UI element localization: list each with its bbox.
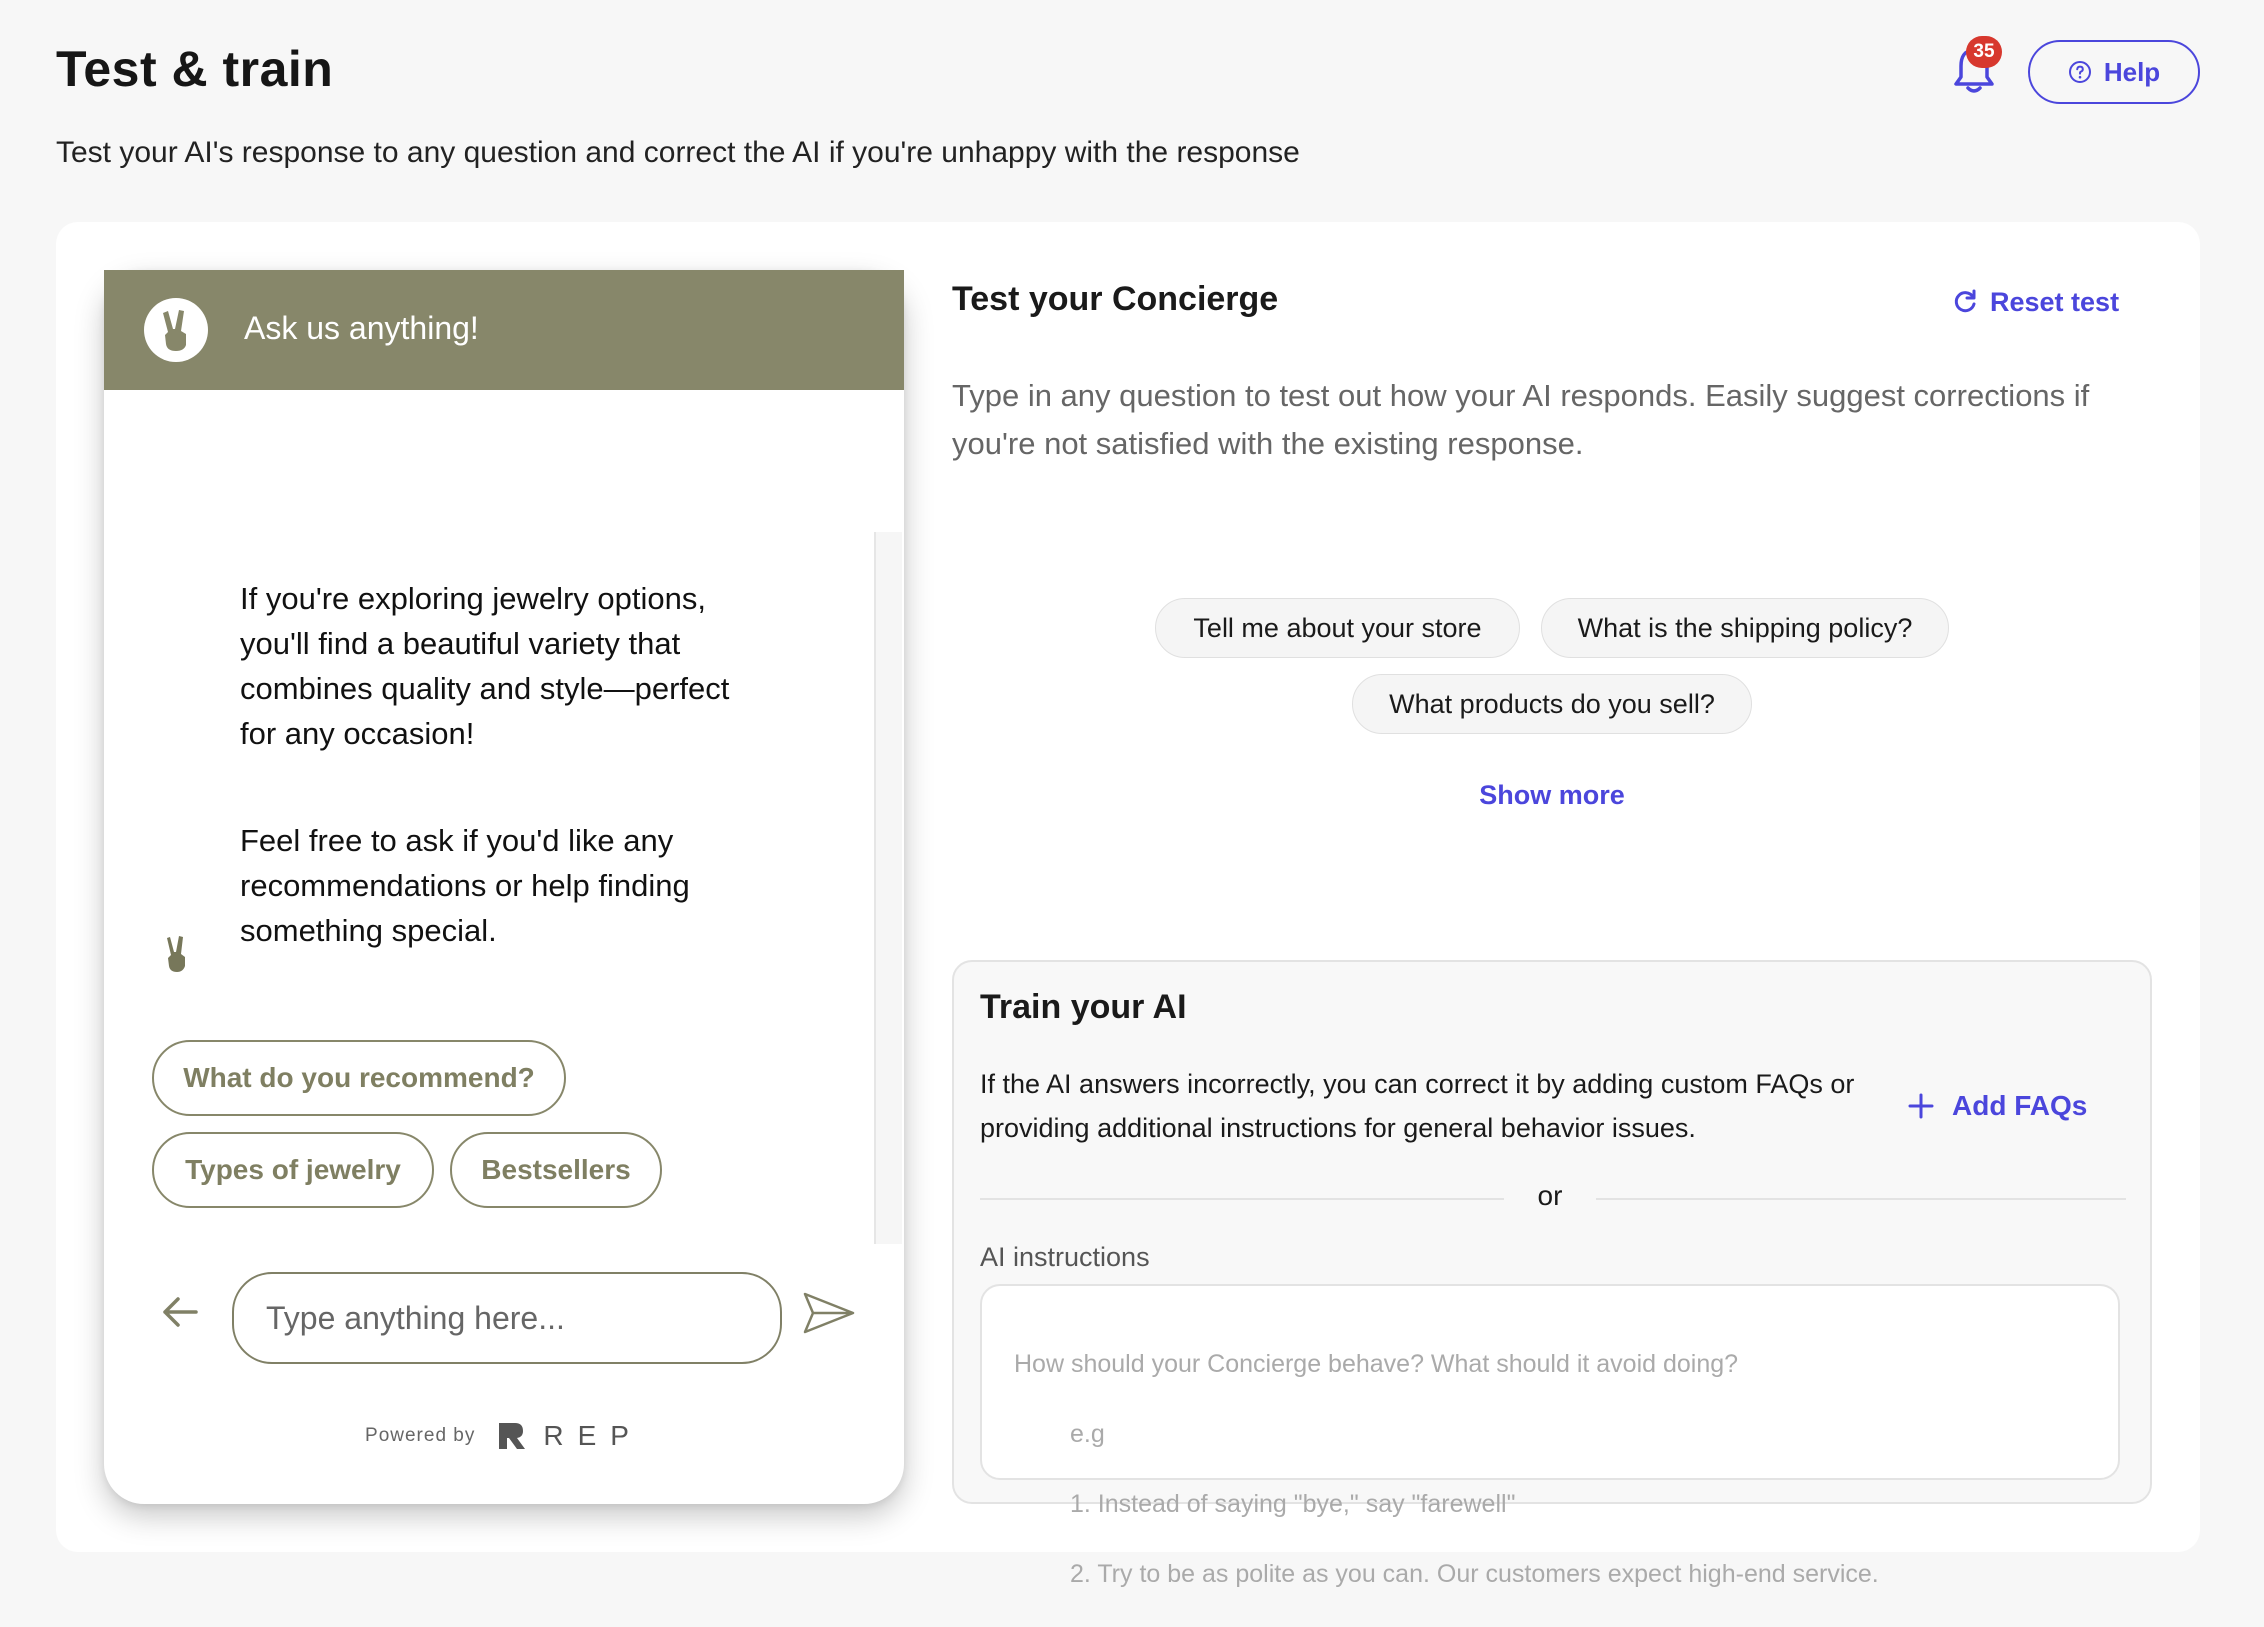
rep-mark-icon [497, 1421, 527, 1451]
ai-instructions-label: AI instructions [980, 1242, 1150, 1272]
divider-or: or [1537, 1180, 1563, 1211]
divider [1596, 1198, 2126, 1200]
suggested-question[interactable]: Tell me about your store [1155, 598, 1520, 658]
ai-instructions-textarea[interactable] [980, 1284, 2120, 1588]
peace-hand-icon [156, 307, 196, 353]
bot-message: Feel free to ask if you'd like any recommendations or help finding something special. [240, 823, 690, 948]
quick-reply-button[interactable]: Bestsellers [450, 1132, 662, 1208]
chat-scrollbar[interactable] [874, 532, 902, 1244]
train-card [952, 960, 2152, 1588]
chat-widget [104, 270, 904, 1504]
help-button[interactable] [2028, 40, 2200, 104]
placeholder-line: How should your Concierge behave? What should it avoid doing? [1014, 1350, 1739, 1378]
train-description: If the AI answers incorrectly, you can correct it by adding custom FAQs or providing additional instructions for general behavior issues. [980, 1069, 1855, 1143]
train-title: Train your AI [980, 988, 1187, 1026]
powered-by [104, 1420, 904, 1452]
question-circle-icon [2068, 60, 2092, 84]
powered-by-label: Powered by [365, 1425, 476, 1446]
help-label: Help [2103, 56, 2161, 87]
test-description: Type in any question to test out how your AI responds. Easily suggest corrections if you're not satisfied with the existing response. [952, 378, 2090, 461]
send-icon [802, 1290, 856, 1336]
peace-hand-icon [162, 934, 192, 974]
rep-wordmark: REP [543, 1420, 643, 1451]
bot-message: If you're exploring jewelry options, you'll find a beautiful variety that combines quality and style—perfect for any occasion! [240, 581, 730, 751]
rep-logo [497, 1420, 643, 1452]
test-title: Test your Concierge [952, 280, 1279, 318]
widget-title: Ask us anything! [244, 310, 479, 346]
widget-logo [144, 298, 208, 362]
divider [980, 1198, 1504, 1200]
quick-reply-button[interactable]: What do you recommend? [152, 1040, 566, 1116]
page-title: Test & train [56, 41, 334, 97]
placeholder-line: 2. Try to be as polite as you can. Our customers expect high-end service. [1070, 1560, 1879, 1588]
placeholder-line: e.g [1070, 1420, 1105, 1448]
notification-badge: 35 [1966, 36, 2002, 68]
show-more-button[interactable]: Show more [1380, 780, 1724, 811]
chat-input[interactable] [232, 1272, 782, 1364]
arrow-left-icon [160, 1292, 200, 1332]
placeholder-line: 1. Instead of saying "bye," say "farewell" [1070, 1490, 1516, 1518]
send-button[interactable] [802, 1290, 856, 1336]
widget-header [104, 270, 904, 390]
page-subtitle: Test your AI's response to any question and correct the AI if you're unhappy with the response [56, 136, 1300, 169]
suggested-question[interactable]: What is the shipping policy? [1541, 598, 1949, 658]
reset-test-button[interactable] [1952, 282, 2119, 322]
reset-test-label: Reset test [1990, 286, 2120, 317]
plus-icon [1908, 1093, 1934, 1119]
back-button[interactable] [160, 1292, 200, 1332]
add-faqs-button[interactable] [1908, 1086, 2087, 1126]
refresh-icon [1952, 289, 1978, 315]
bot-avatar [162, 934, 192, 974]
quick-reply-button[interactable]: Types of jewelry [152, 1132, 434, 1208]
suggested-question[interactable]: What products do you sell? [1352, 674, 1752, 734]
add-faqs-label: Add FAQs [1952, 1090, 2088, 1121]
